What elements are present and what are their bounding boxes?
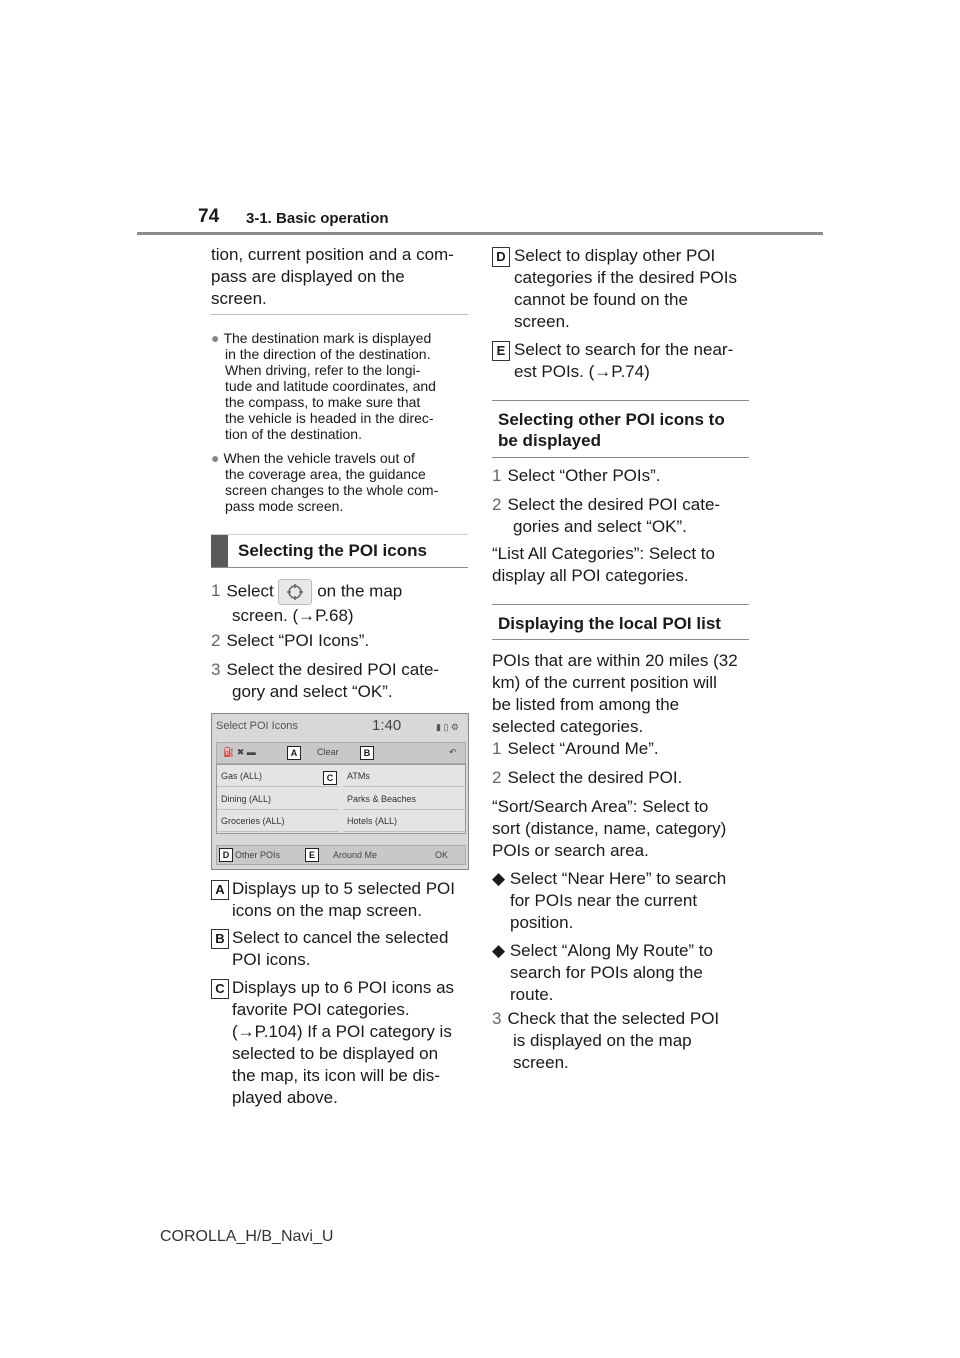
section-title: 3-1. Basic operation	[246, 210, 389, 227]
local-poi-paragraph: POIs that are within 20 miles (32 km) of the current position will be listed from among the selected categories.	[492, 651, 738, 736]
badge-a: A	[287, 746, 301, 760]
badge-b: B	[360, 746, 374, 760]
poi-category-grid	[216, 764, 466, 834]
badge-c: C	[211, 979, 229, 999]
poi-screen-image	[211, 713, 469, 870]
badge-d: D	[219, 848, 233, 862]
step-3: 3 Select the desired POI cate- gory and select “OK”.	[211, 660, 440, 701]
footer-doc-id: COROLLA_H/B_Navi_U	[160, 1228, 334, 1245]
screen-button-bar	[216, 845, 466, 865]
back-icon: ↶	[449, 747, 457, 757]
step-2: 2 Select “POI Icons”.	[211, 631, 370, 650]
screen-time: 1:40	[372, 717, 402, 734]
heading-bar	[211, 535, 228, 567]
sort-search-note: “Sort/Search Area”: Select to sort (distance, name, category) POIs or search area.	[492, 797, 727, 860]
other-pois-button: Other POIs	[235, 850, 281, 860]
cell: Dining (ALL)	[217, 789, 339, 810]
cell: Hotels (ALL)	[343, 811, 465, 832]
note-1: ● The destination mark is displayed in the direction of the destination. When driving, refer to the longi- tude and latitude coordinates, and the compass, to make sure that the vehicle is headed in the direc- tion of the destination.	[211, 330, 436, 442]
badge-b: B	[211, 929, 229, 949]
note-2: ● When the vehicle travels out of the coverage area, the guidance screen changes to the whole com- pass mode screen.	[211, 450, 439, 514]
cell: Groceries (ALL)	[217, 811, 339, 832]
step-1: 1 Select on the map screen. (→P.68)	[211, 579, 471, 627]
cell: Gas (ALL)	[217, 766, 339, 787]
list-all-note: “List All Categories”: Select to display all POI categories.	[492, 544, 715, 585]
heading-local-poi-list: Displaying the local POI list	[492, 604, 749, 640]
local-step-2: 2 Select the desired POI.	[492, 768, 683, 787]
other-step-2: 2 Select the desired POI cate- gories and select “OK”.	[492, 495, 721, 536]
badge-c: C	[323, 771, 337, 785]
intro-paragraph: tion, current position and a com- pass are displayed on the screen.	[211, 245, 454, 308]
bullet-near-here: ◆ Select “Near Here” to search for POIs near the current position.	[492, 869, 727, 932]
diamond-bullet-icon: ◆	[492, 941, 506, 960]
bullet-along-route: ◆ Select “Along My Route” to search for POIs along the route.	[492, 941, 713, 1004]
screen-title: Select POI Icons	[216, 720, 298, 732]
heading-other-poi-icons: Selecting other POI icons to be displayed	[492, 400, 749, 458]
cell: ATMs	[343, 766, 465, 787]
desc-e: Select to search for the near- est POIs. (→P.74)	[514, 340, 734, 381]
clear-button: Clear	[317, 747, 339, 757]
diamond-bullet-icon: ◆	[492, 869, 506, 888]
heading-selecting-poi-icons: Selecting the POI icons	[211, 534, 468, 568]
divider	[211, 314, 468, 315]
page-number: 74	[198, 206, 220, 227]
badge-e: E	[492, 341, 510, 361]
desc-b: Select to cancel the selected POI icons.	[232, 928, 449, 969]
desc-c: Displays up to 6 POI icons as favorite POI categories. (→P.104) If a POI category is selected to be displayed on the map, its icon will be dis- played above.	[232, 978, 455, 1107]
header-rule	[137, 232, 823, 235]
badge-a: A	[211, 880, 229, 900]
badge-d: D	[492, 247, 510, 267]
badge-e: E	[305, 848, 319, 862]
local-step-3: 3 Check that the selected POI is displayed on the map screen.	[492, 1009, 720, 1072]
ok-button: OK	[435, 850, 449, 860]
poi-icons-row: ⛽ ✖ ▬	[223, 747, 256, 757]
desc-d: Select to display other POI categories if the desired POIs cannot be found on the screen.	[514, 246, 738, 331]
local-step-1: 1 Select “Around Me”.	[492, 739, 659, 758]
cell: Parks & Beaches	[343, 789, 465, 810]
around-me-button: Around Me	[333, 850, 378, 860]
bullet-icon: ●	[211, 450, 220, 466]
bullet-icon: ●	[211, 330, 220, 346]
screen-toolbar	[216, 742, 466, 764]
poi-menu-icon	[278, 579, 312, 605]
desc-a: Displays up to 5 selected POI icons on the map screen.	[232, 879, 456, 920]
other-step-1: 1 Select “Other POIs”.	[492, 466, 661, 485]
status-icons: ▮ ▯ ⚙	[436, 722, 459, 732]
